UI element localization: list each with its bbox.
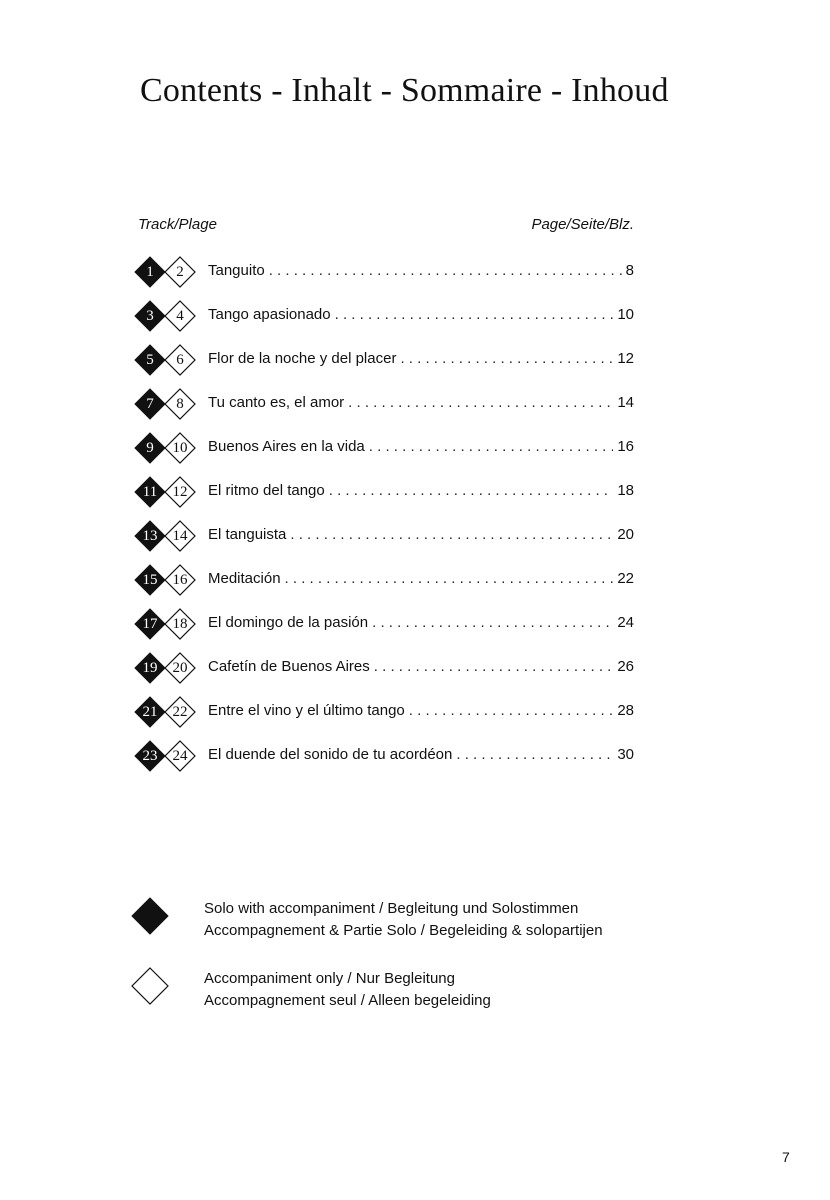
toc-row (134, 252, 634, 296)
track-markers (134, 300, 196, 332)
toc-entry (208, 658, 634, 675)
solo-track-number: 5 (146, 352, 154, 368)
accompaniment-track-number: 24 (172, 748, 188, 764)
hollow-diamond-icon (130, 966, 170, 1006)
entry-title: Tu canto es, el amor (208, 394, 345, 411)
entry-page: 18 (617, 482, 634, 499)
accompaniment-track-diamond-icon (164, 520, 196, 552)
solo-track-diamond-icon (134, 608, 166, 640)
legend-acc-line2: Accompagnement seul / Alleen begeleiding (204, 992, 491, 1009)
entry-page: 22 (617, 570, 634, 587)
dot-leader (400, 350, 613, 367)
solo-track-diamond-icon (134, 564, 166, 596)
accompaniment-track-number: 22 (172, 704, 188, 720)
toc-entry (208, 482, 634, 499)
legend-solo-line1: Solo with accompaniment / Begleitung und Solostimmen (204, 900, 579, 917)
solo-track-diamond-icon (134, 388, 166, 420)
dot-leader (409, 702, 614, 719)
toc-row (134, 692, 634, 736)
dot-leader (372, 614, 613, 631)
entry-title: El duende del sonido de tu acordéon (208, 746, 453, 763)
accompaniment-track-diamond-icon (164, 344, 196, 376)
toc-row (134, 340, 634, 384)
accompaniment-track-diamond-icon (164, 696, 196, 728)
entry-title: Buenos Aires en la vida (208, 438, 365, 455)
solo-track-diamond-icon (134, 256, 166, 288)
toc-entry (208, 262, 634, 279)
filled-diamond-icon (130, 896, 170, 936)
entry-page: 26 (617, 658, 634, 675)
toc-row (134, 604, 634, 648)
solo-track-diamond-icon (134, 476, 166, 508)
accompaniment-track-number: 2 (176, 264, 184, 280)
accompaniment-track-number: 20 (172, 660, 188, 676)
track-markers (134, 476, 196, 508)
track-markers (134, 652, 196, 684)
solo-track-number: 11 (142, 484, 158, 500)
solo-track-number: 3 (146, 308, 154, 324)
entry-title: Cafetín de Buenos Aires (208, 658, 370, 675)
entry-title: Entre el vino y el último tango (208, 702, 405, 719)
entry-title: Tanguito (208, 262, 265, 279)
entry-page: 30 (617, 746, 634, 763)
legend-solo (130, 892, 690, 962)
solo-track-diamond-icon (134, 300, 166, 332)
entry-title: Meditación (208, 570, 281, 587)
solo-track-number: 1 (146, 264, 154, 280)
accompaniment-track-number: 6 (176, 352, 184, 368)
entry-page: 24 (617, 614, 634, 631)
dot-leader (369, 438, 614, 455)
solo-track-diamond-icon (134, 696, 166, 728)
toc-row (134, 560, 634, 604)
solo-track-number: 21 (142, 704, 158, 720)
dot-leader (285, 570, 614, 587)
solo-track-number: 9 (146, 440, 154, 456)
solo-track-number: 15 (142, 572, 158, 588)
track-markers (134, 256, 196, 288)
track-markers (134, 432, 196, 464)
entry-page: 20 (617, 526, 634, 543)
toc-row (134, 648, 634, 692)
table-of-contents (134, 252, 634, 780)
toc-row (134, 516, 634, 560)
accompaniment-track-diamond-icon (164, 256, 196, 288)
accompaniment-track-diamond-icon (164, 564, 196, 596)
entry-page: 8 (625, 262, 634, 279)
accompaniment-track-number: 10 (172, 440, 188, 456)
entry-title: El tanguista (208, 526, 287, 543)
toc-entry (208, 394, 634, 411)
legend (130, 892, 690, 1032)
accompaniment-track-number: 18 (172, 616, 188, 632)
entry-page: 16 (617, 438, 634, 455)
entry-page: 10 (617, 306, 634, 323)
toc-row (134, 384, 634, 428)
solo-track-number: 7 (146, 396, 154, 412)
accompaniment-track-number: 14 (172, 528, 188, 544)
toc-entry (208, 570, 634, 587)
solo-track-number: 13 (142, 528, 158, 544)
accompaniment-track-number: 16 (172, 572, 188, 588)
toc-entry (208, 350, 634, 367)
entry-title: El ritmo del tango (208, 482, 325, 499)
toc-entry (208, 306, 634, 323)
accompaniment-track-number: 12 (172, 484, 188, 500)
legend-acc-line1: Accompaniment only / Nur Begleitung (204, 970, 455, 987)
page-number: 7 (782, 1149, 790, 1165)
solo-track-diamond-icon (134, 344, 166, 376)
track-markers (134, 564, 196, 596)
track-markers (134, 520, 196, 552)
legend-accompaniment (130, 962, 690, 1032)
accompaniment-track-diamond-icon (164, 740, 196, 772)
toc-row (134, 472, 634, 516)
dot-leader (456, 746, 613, 763)
toc-entry (208, 614, 634, 631)
solo-track-number: 19 (142, 660, 158, 676)
page-column-header: Page/Seite/Blz. (531, 216, 634, 233)
track-column-header: Track/Plage (138, 216, 217, 233)
solo-track-diamond-icon (134, 432, 166, 464)
dot-leader (269, 262, 622, 279)
entry-page: 12 (617, 350, 634, 367)
accompaniment-track-number: 4 (176, 308, 184, 324)
track-markers (134, 608, 196, 640)
entry-title: El domingo de la pasión (208, 614, 369, 631)
solo-track-diamond-icon (134, 740, 166, 772)
solo-track-number: 17 (142, 616, 158, 632)
page-title: Contents - Inhalt - Sommaire - Inhoud (140, 72, 669, 109)
toc-entry (208, 438, 634, 455)
track-markers (134, 344, 196, 376)
solo-track-diamond-icon (134, 652, 166, 684)
track-markers (134, 388, 196, 420)
entry-page: 28 (617, 702, 634, 719)
entry-title: Flor de la noche y del placer (208, 350, 397, 367)
toc-entry (208, 702, 634, 719)
accompaniment-track-diamond-icon (164, 432, 196, 464)
solo-track-number: 23 (142, 748, 158, 764)
dot-leader (374, 658, 614, 675)
entry-page: 14 (617, 394, 634, 411)
toc-row (134, 296, 634, 340)
dot-leader (335, 306, 614, 323)
accompaniment-track-diamond-icon (164, 652, 196, 684)
dot-leader (348, 394, 613, 411)
toc-row (134, 736, 634, 780)
track-markers (134, 696, 196, 728)
accompaniment-track-number: 8 (176, 396, 184, 412)
legend-solo-line2: Accompagnement & Partie Solo / Begeleiding & solopartijen (204, 922, 603, 939)
accompaniment-track-diamond-icon (164, 608, 196, 640)
accompaniment-track-diamond-icon (164, 388, 196, 420)
solo-track-diamond-icon (134, 520, 166, 552)
entry-title: Tango apasionado (208, 306, 331, 323)
accompaniment-track-diamond-icon (164, 476, 196, 508)
toc-entry (208, 526, 634, 543)
track-markers (134, 740, 196, 772)
toc-row (134, 428, 634, 472)
accompaniment-track-diamond-icon (164, 300, 196, 332)
toc-entry (208, 746, 634, 763)
dot-leader (329, 482, 614, 499)
dot-leader (290, 526, 613, 543)
